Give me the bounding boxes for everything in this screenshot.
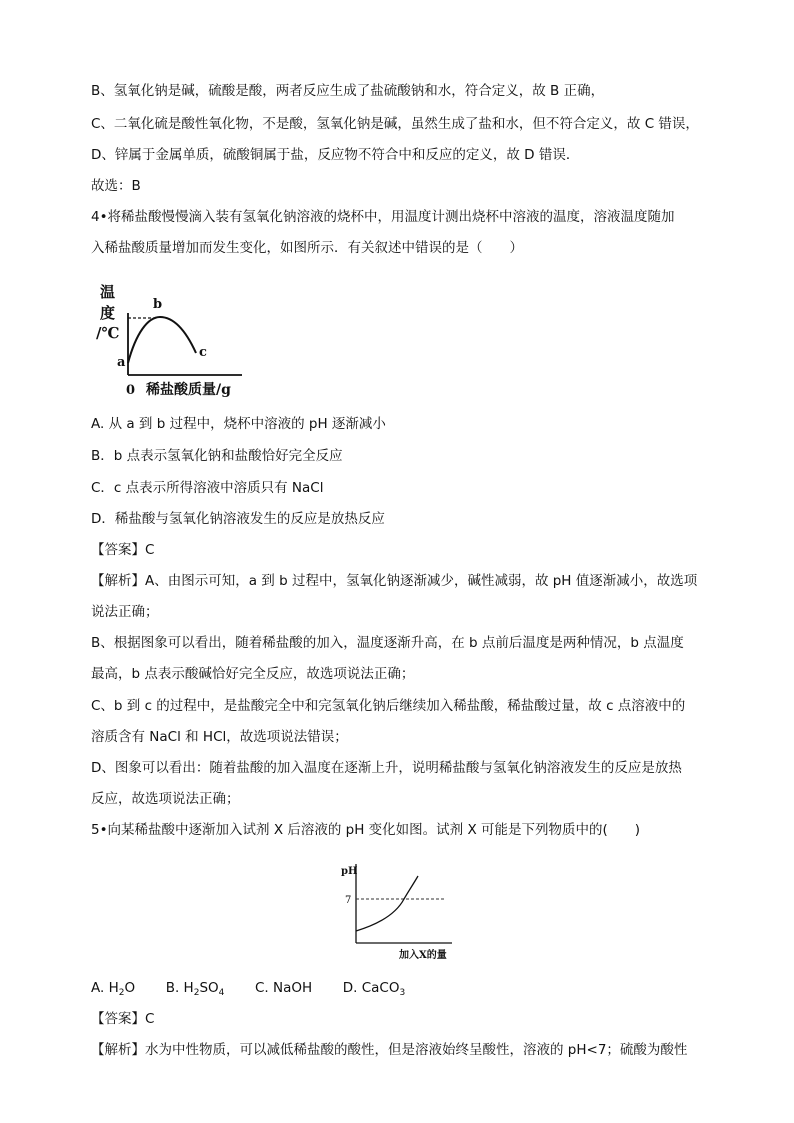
- q5-option-a: A. $H_2O$: [91, 980, 136, 998]
- q4-analysis-line-3: B、根据图象可以看出，随着稀盐酸的加入，温度逐渐升高，在 b 点前后温度是两种情况，b 点温度: [91, 635, 684, 651]
- q4-answer: 【答案】C: [91, 542, 155, 558]
- q4-analysis-line-1: 【解析】A、由图示可知，a 到 b 过程中，氢氧化钠逐渐减少，碱性减弱，故 pH 值逐渐减小，故选项: [91, 573, 698, 589]
- q4-analysis-line-8: 反应，故选项说法正确；: [91, 791, 240, 807]
- q3-option-c-analysis: C、二氧化硫是酸性氧化物，不是酸，氢氧化钠是碱，虽然生成了盐和水，但不符合定义，故 C 错误，: [91, 116, 699, 132]
- q5-option-d: D. CaCO$_3$: [342, 980, 406, 998]
- q4-y-label-3: /℃: [96, 324, 120, 342]
- q4-analysis-line-7: D、图象可以看出：随着盐酸的加入温度在逐渐上升，说明稀盐酸与氢氧化钠溶液发生的反应是放热: [91, 760, 682, 776]
- q5-option-c: C. NaOH: [254, 980, 313, 996]
- q5-x-label: 加入X的量: [399, 950, 447, 961]
- q5-stem: 5•向某稀盐酸中逐渐加入试剂 X 后溶液的 pH 变化如图。试剂 X 可能是下列物质中的( ): [91, 822, 641, 838]
- q4-y-label-1: 温: [100, 283, 116, 301]
- q4-analysis-line-5: C、b 到 c 的过程中，是盐酸完全中和完氢氧化钠后继续加入稀盐酸，稀盐酸过量，故 c 点溶液中的: [91, 698, 686, 714]
- q4-y-label-2: 度: [100, 304, 116, 322]
- q5-ref-value: 7: [345, 895, 352, 906]
- q4-point-b: b: [153, 297, 163, 312]
- q5-analysis-line-1: 【解析】水为中性物质，可以减低稀盐酸的酸性，但是溶液始终呈酸性，溶液的 pH<7；硫酸为酸性: [91, 1042, 688, 1058]
- q4-option-d: D．稀盐酸与氢氧化钠溶液发生的反应是放热反应: [91, 511, 385, 527]
- q5-ph-curve: [356, 876, 418, 931]
- q4-stem-line-2: 入稀盐酸质量增加而发生变化，如图所示．有关叙述中错误的是（ ）: [91, 240, 523, 256]
- q3-answer: 故选：B: [91, 178, 141, 194]
- q4-origin: 0: [126, 383, 136, 398]
- q4-option-b: B．b 点表示氢氧化钠和盐酸恰好完全反应: [91, 448, 343, 464]
- q5-answer: 【答案】C: [91, 1011, 155, 1027]
- q3-option-b-analysis: B、氢氧化钠是碱，硫酸是酸，两者反应生成了盐硫酸钠和水，符合定义，故 B 正确，: [91, 83, 605, 99]
- q5-y-label: pH: [341, 866, 358, 877]
- q4-temperature-chart: [92, 273, 252, 403]
- q3-option-d-analysis: D、锌属于金属单质，硫酸铜属于盐，反应物不符合中和反应的定义，故 D 错误．: [91, 147, 580, 163]
- q4-analysis-line-6: 溶质含有 NaCl 和 HCl，故选项说法错误；: [91, 729, 348, 745]
- q5-option-b: B. $H_2SO_4$: [165, 980, 225, 998]
- q4-x-label: 稀盐酸质量/g: [146, 382, 231, 398]
- q4-option-c: C．c 点表示所得溶液中溶质只有 NaCl: [91, 480, 324, 496]
- q4-analysis-line-4: 最高，b 点表示酸碱恰好完全反应，故选项说法正确；: [91, 666, 415, 682]
- q5-options-row: [91, 979, 405, 1002]
- q5-ph-chart: [334, 856, 464, 964]
- q4-option-a: A. 从 a 到 b 过程中，烧杯中溶液的 pH 逐渐减小: [91, 416, 386, 432]
- q4-point-a: a: [117, 355, 126, 370]
- q4-analysis-line-2: 说法正确；: [91, 604, 159, 620]
- q4-point-c: c: [199, 345, 207, 360]
- q4-stem-line-1: 4•将稀盐酸慢慢滴入装有氢氧化钠溶液的烧杯中，用温度计测出烧杯中溶液的温度，溶液温度随加: [91, 209, 675, 225]
